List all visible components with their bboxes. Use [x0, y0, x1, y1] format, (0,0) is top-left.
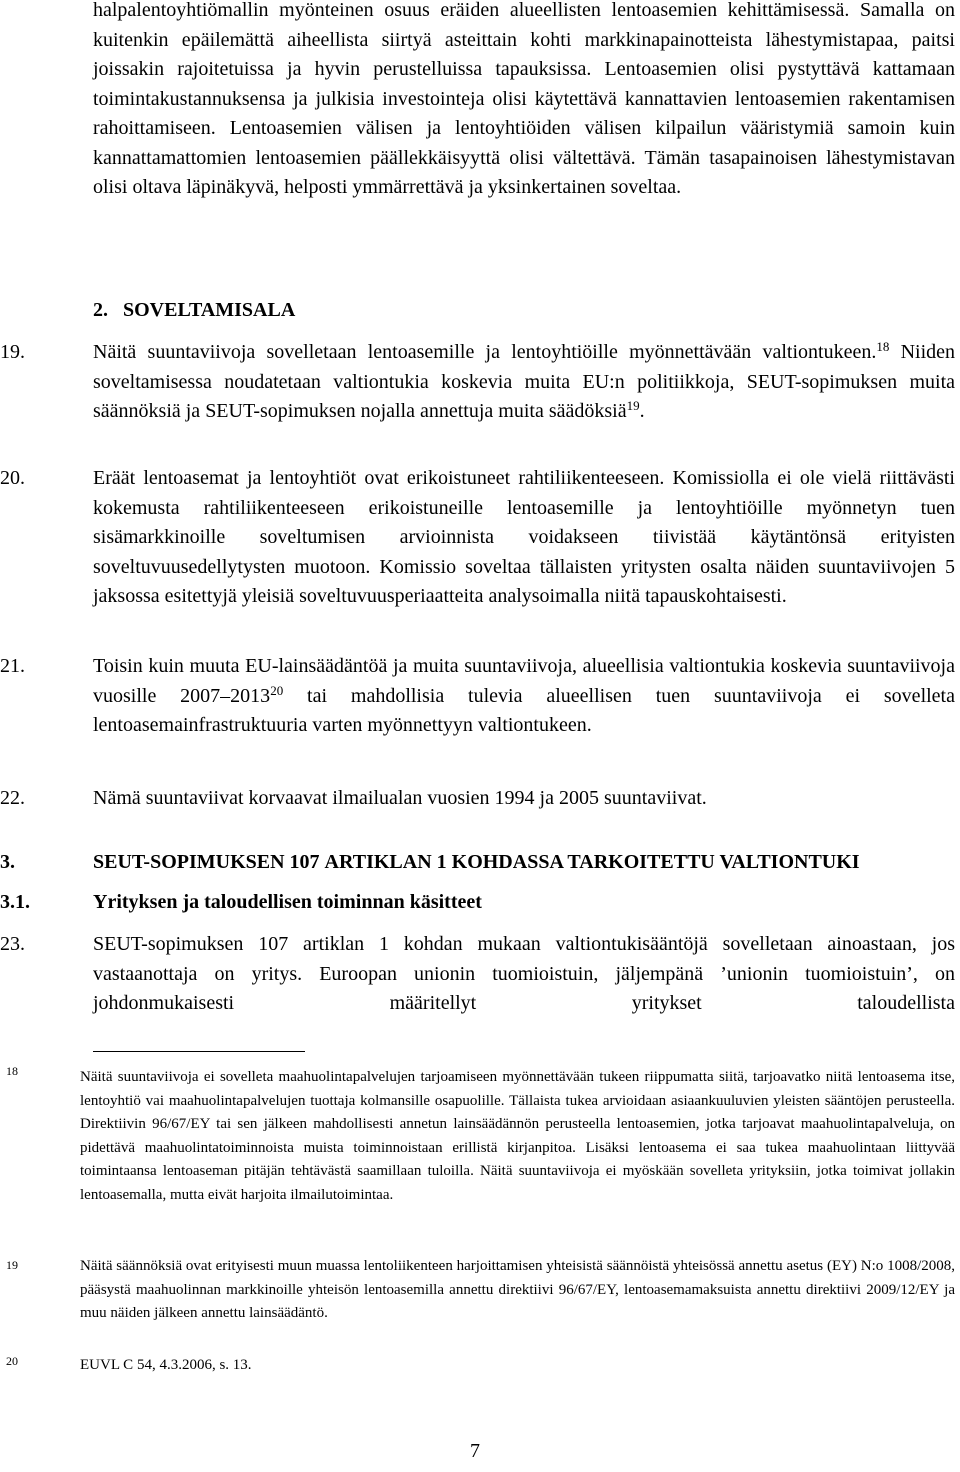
paragraph-text-part: Näitä suuntaviivoja sovelletaan lentoasemille ja lentoyhtiöille myönnettävään valtiontukeen. — [93, 341, 877, 363]
paragraph-number: 20. — [0, 467, 25, 489]
paragraph-text-part: . — [639, 400, 645, 422]
section-title-part: SOPIMUKSEN — [150, 851, 285, 873]
footnote-number: 19 — [6, 1258, 18, 1272]
paragraph-text — [93, 338, 955, 427]
section-number: 3. — [0, 851, 15, 873]
section-title: SOVELTAMISALA — [123, 299, 296, 321]
section-title-part: ARTIKLAN — [324, 851, 432, 873]
footnote-ref: 20 — [270, 682, 284, 698]
footnote-number: 18 — [6, 1064, 18, 1078]
section-title-part: 1 — [431, 851, 452, 873]
footnote-ref: 18 — [876, 338, 890, 354]
paragraph-text: Nämä suuntaviivat korvaavat ilmailualan vuosien 1994 ja 2005 suuntaviivat. — [93, 787, 707, 809]
section-title-part: KOHDASSA TARKOITETTU VALTIONTUKI — [451, 851, 860, 873]
section-title-part: SEUT- — [93, 851, 151, 873]
paragraph-number: 21. — [0, 655, 25, 677]
paragraph-text-part: Niiden soveltamisessa noudatetaan valtiontukia koskevia muita EU:n politiikkoja, SEUT-sopimuksen muita säännöksiä ja SEUT-sopimuksen nojalla annettuja muita säädöksiä — [93, 341, 955, 422]
section-title — [93, 848, 955, 878]
paragraph-text: Eräät lentoasemat ja lentoyhtiöt ovat erikoistuneet rahtiliikenteeseen. Komissiolla ei ole vielä riittävästi kokemusta rahtiliikenteeseen erikoistuneille lentoasemille ja lentoyhtiöille myönnetyn tuen sisämarkkinoille soveltumisen arvioinnista voidakseen tiivistää käytäntönsä erityisten soveltuvuusedellytysten muotoon. Komissio soveltaa tällaisten yritysten osalta näiden suuntaviivojen 5 jaksossa esitettyjä yleisiä soveltuvuusperiaatteita analysoimalla niitä tapauskohtaisesti. — [93, 467, 955, 607]
continuation-paragraph: halpalentoyhtiömallin myönteinen osuus eräiden alueellisten lentoasemien kehittämisessä. Samalla on kuitenkin epäilemättä aiheellista siirtyä asteittain kohti markkinapainotteista lähestymistapaa, paitsi joissakin rajoitetuissa ja hyvin perustelluissa tapauksissa. Lentoasemien olisi pystyttävä kattamaan toimintakustannuksensa ja julkisia investointeja olisi käytettävä kannattavien lentoasemien rakentamisen rahoittamiseen. Lentoasemien välisen ja lentoyhtiöiden välisen kilpailun vääristymiä samoin kuin kannattamattomien lentoasemien päällekkäisyyttä olisi vältettävä. Tämän tasapainoisen lähestymistavan olisi oltava läpinäkyvä, helposti ymmärrettävä ja yksinkertainen soveltaa. — [93, 0, 955, 198]
footnote-text: EUVL C 54, 4.3.2006, s. 13. — [80, 1357, 252, 1373]
section-title: Yrityksen ja taloudellisen toiminnan käsitteet — [93, 891, 482, 913]
paragraph-text-part: tai mahdollisia tulevia alueellisen tuen suuntaviivoja ei sovelleta lentoasemainfrastruktuuria varten myönnettyyn valtiontukeen. — [93, 684, 955, 736]
section-number: 2. — [93, 299, 108, 321]
page-number: 7 — [470, 1440, 480, 1462]
footnote-separator — [93, 1051, 305, 1052]
footnote-number: 20 — [6, 1354, 18, 1368]
section-title-part: 107 — [284, 851, 325, 873]
footnote-text: Näitä säännöksiä ovat erityisesti muun muassa lentoliikenteen harjoittamisen yhteisistä säännöistä yhteisössä annettu asetus (EY) N:o 1008/2008, pääsystä maahuolinnan markkinoille yhteisön lentoasemilla annettu direktiivi 96/67/EY, lentoasemamaksuista annettu direktiivi 2009/12/EY ja muu näiden jälkeen annettu lainsäädäntö. — [80, 1258, 955, 1322]
paragraph-number: 23. — [0, 933, 25, 955]
paragraph-number: 19. — [0, 341, 25, 363]
footnote-text: Näitä suuntaviivoja ei sovelleta maahuolintapalvelujen tarjoamiseen myönnettävään tukeen riippumatta siitä, tarjoavatko niitä lentoasema itse, lentoyhtiö vai maahuolintapalvelujen tuottaja kolmansille osapuolille. Tällaista tukea arvioidaan asiaankuuluvien yleisten sääntöjen perusteella. Direktiivin 96/67/EY tai sen jälkeen mahdollisesti annetun lainsäädännön perusteella lentoasemien, jotka tarjoavat maahuolintapalveluja, on pidettävä maahuolintatoiminnoista muista toiminnoistaan erillistä kirjanpitoa. Lisäksi lentoasema ei saa tukea maahuolintaan liittyvää toimintaansa lentoaseman pitäjän tehtävästä saamillaan tuloilla. Näitä suuntaviivoja ei myöskään sovelleta yrityksiin, jotka toimivat jollakin lentoasemalla, mutta eivät harjoita ilmailutoimintaa. — [80, 1069, 955, 1203]
paragraph-text-part: Toisin kuin muuta EU-lainsäädäntöä ja muita suuntaviivoja, alueellisia valtiontukia koskevia suuntaviivoja vuosille 2007–2013 — [93, 655, 955, 707]
paragraph-text — [93, 652, 955, 741]
paragraph-number: 22. — [0, 787, 25, 809]
footnote-ref: 19 — [626, 397, 640, 413]
section-number: 3.1. — [0, 891, 30, 913]
paragraph-text: SEUT-sopimuksen 107 artiklan 1 kohdan mukaan valtiontukisääntöjä sovelletaan ainoastaan, jos vastaanottaja on yritys. Euroopan unionin tuomioistuin, jäljempänä ’unionin tuomioistuin’, on johdonmukaisesti määritellyt yritykset taloudellista — [93, 933, 955, 1014]
